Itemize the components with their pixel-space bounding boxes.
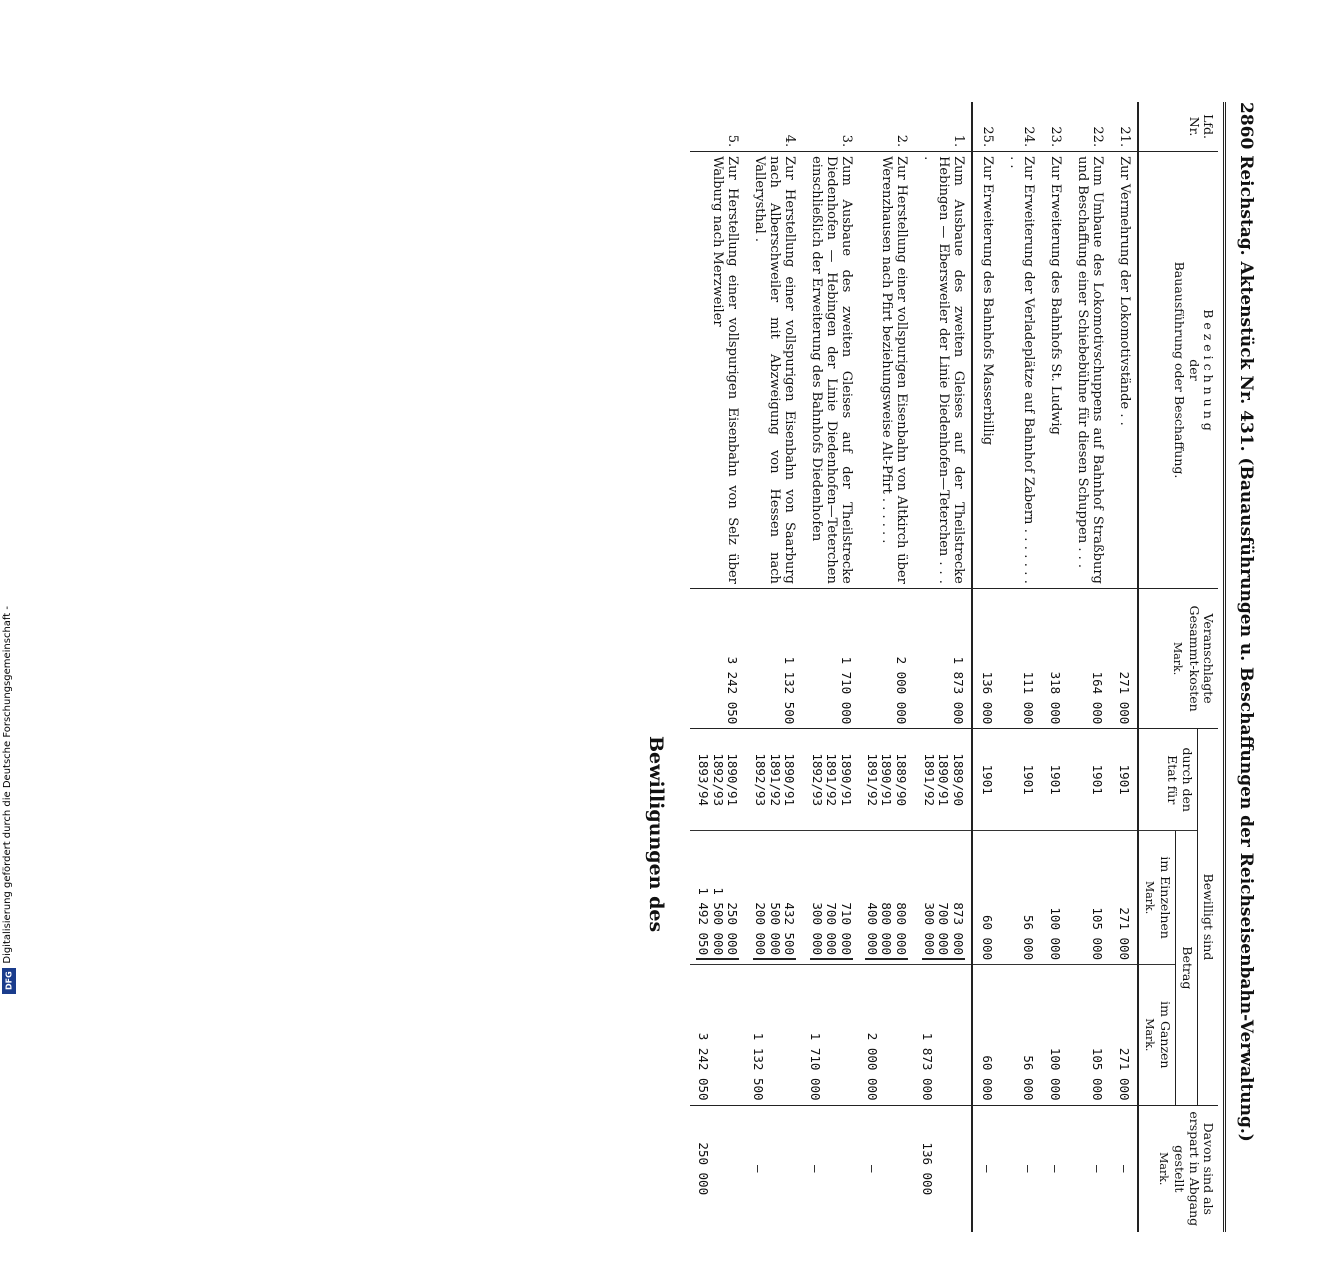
row-description: Zum Ausbaue des zweiten Gleises auf der Theilstrecke Hebingen — Ebersweiler der Linie Diedenhofen—Teterchen . . . . xyxy=(914,152,972,589)
einzelnen-bracket xyxy=(753,902,796,960)
row-etat-years xyxy=(1041,729,1068,831)
table-row xyxy=(1110,102,1138,1232)
row-nr: 3. xyxy=(802,102,859,152)
row-description: Zum Ausbaue des zweiten Gleises auf der Theilstrecke Diedenhofen — Hebingen der Linie Diedenhofen—Teterchen einschließlich der Erweiterung des Bahnhofs Diedenhofen xyxy=(802,152,859,589)
row-ganzen-total: 56 000 xyxy=(1000,965,1042,1105)
row-einzelnen-amounts xyxy=(1000,831,1042,965)
row-erspart: — xyxy=(1090,1165,1106,1173)
row-cost: 164 000 xyxy=(1068,588,1110,728)
header-nr: Lfd. Nr. xyxy=(1138,102,1218,152)
etat-year: 1901 xyxy=(1117,764,1133,795)
header-einzelnen: im Einzelnen Mark. xyxy=(1138,831,1176,965)
row-description: Zur Erweiterung des Bahnhofs Masserbillig xyxy=(972,152,1000,589)
row-description: Zur Erweiterung des Bahnhofs St. Ludwig xyxy=(1041,152,1068,589)
row-etat-years xyxy=(802,729,859,831)
row-cost: 3 242 050 xyxy=(690,588,745,728)
einzelnen-bracket xyxy=(1021,835,1035,960)
einzelnen-amount: 271 000 xyxy=(1117,907,1133,961)
etat-year: 1892/93 xyxy=(753,753,769,807)
row-ganzen-total: 1 873 000 xyxy=(914,965,972,1105)
table-row xyxy=(745,102,802,1232)
section-continuation-heading: Bewilligungen des xyxy=(645,736,667,933)
row-nr: 2. xyxy=(859,102,914,152)
row-einzelnen-amounts xyxy=(802,831,859,965)
row-etat-years xyxy=(859,729,914,831)
table-row xyxy=(1000,102,1042,1232)
appropriations-table xyxy=(690,102,1218,1232)
einzelnen-amount: 56 000 xyxy=(1021,914,1037,961)
einzelnen-amount: 300 000 xyxy=(921,902,937,956)
row-nr: 4. xyxy=(745,102,802,152)
row-erspart: — xyxy=(751,1165,767,1173)
row-description: Zur Vermehrung der Lokomotivstände . . xyxy=(1110,152,1138,589)
etat-year: 1890/91 xyxy=(879,753,895,807)
row-erspart: — xyxy=(1021,1165,1037,1173)
einzelnen-bracket xyxy=(810,902,853,960)
etat-year: 1893/94 xyxy=(696,753,712,807)
row-einzelnen-amounts xyxy=(1041,831,1068,965)
header-betrag: Betrag xyxy=(1176,831,1197,1105)
row-nr: 21. xyxy=(1110,102,1138,152)
row-einzelnen-amounts xyxy=(972,831,1000,965)
etat-year: 1890/91 xyxy=(725,753,741,807)
row-etat-years xyxy=(1000,729,1042,831)
row-ganzen-total: 2 000 000 xyxy=(859,965,914,1105)
row-cost: 2 000 000 xyxy=(859,588,914,728)
row-ganzen-total: 60 000 xyxy=(972,965,1000,1105)
etat-year: 1901 xyxy=(1021,764,1037,795)
header-cost: Veranschlagte Gesammt-kosten Mark. xyxy=(1138,588,1218,728)
row-einzelnen-amounts xyxy=(914,831,972,965)
einzelnen-amount: 60 000 xyxy=(979,914,995,961)
row-etat-years xyxy=(972,729,1000,831)
table-row xyxy=(690,102,745,1232)
row-cost: 136 000 xyxy=(972,588,1000,728)
row-etat-years xyxy=(914,729,972,831)
table-row xyxy=(1041,102,1068,1232)
row-cost: 111 000 xyxy=(1000,588,1042,728)
etat-year: 1890/91 xyxy=(781,753,797,807)
header-desc: B e z e i c h n u n g der Bauausführung oder Beschaffung. xyxy=(1138,152,1218,589)
row-cost: 1 710 000 xyxy=(802,588,859,728)
einzelnen-amount: 200 000 xyxy=(753,902,769,956)
row-description: Zur Erweiterung der Verladeplätze auf Bahnhof Zabern . . . . . . . . . xyxy=(1000,152,1042,589)
row-cost: 318 000 xyxy=(1041,588,1068,728)
einzelnen-bracket xyxy=(865,902,908,960)
table-row xyxy=(802,102,859,1232)
einzelnen-amount: 400 000 xyxy=(865,902,881,956)
einzelnen-amount: 800 000 xyxy=(893,902,909,956)
header-bewilligt: Bewilligt sind xyxy=(1197,729,1218,1105)
etat-year: 1892/93 xyxy=(710,753,726,807)
table-body-part-b xyxy=(690,102,972,1232)
header-ganzen: im Ganzen Mark. xyxy=(1138,965,1176,1105)
row-cost: 1 132 500 xyxy=(745,588,802,728)
einzelnen-amount: 710 000 xyxy=(838,902,854,956)
row-erspart: — xyxy=(979,1165,995,1173)
page-header: 2860 Reichstag. Aktenstück Nr. 431. (Bauausführungen u. Beschaffungen der Reichseisenbahn-Verwaltung.) xyxy=(1236,102,1256,1142)
etat-year: 1891/92 xyxy=(865,753,881,807)
table-row xyxy=(1068,102,1110,1232)
row-etat-years xyxy=(745,729,802,831)
einzelnen-amount: 700 000 xyxy=(824,902,840,956)
row-nr: 24. xyxy=(1000,102,1042,152)
einzelnen-amount: 300 000 xyxy=(809,902,825,956)
row-ganzen-total: 100 000 xyxy=(1041,965,1068,1105)
einzelnen-bracket xyxy=(696,887,739,960)
row-nr: 25. xyxy=(972,102,1000,152)
row-einzelnen-amounts xyxy=(690,831,745,965)
einzelnen-amount: 432 500 xyxy=(781,902,797,956)
einzelnen-bracket xyxy=(1090,835,1104,960)
row-erspart: — xyxy=(1117,1165,1133,1173)
row-description: Zum Umbaue des Lokomotivschuppens auf Bahnhof Straßburg und Beschaffung einer Schiebebühne für diesen Schuppen . . . xyxy=(1068,152,1110,589)
einzelnen-amount: 1 500 000 xyxy=(710,887,726,956)
table-row xyxy=(972,102,1000,1232)
einzelnen-bracket xyxy=(1048,835,1062,960)
einzelnen-amount: 250 000 xyxy=(725,902,741,956)
einzelnen-amount: 800 000 xyxy=(879,902,895,956)
einzelnen-amount: 100 000 xyxy=(1048,907,1064,961)
einzelnen-bracket xyxy=(979,835,993,960)
row-nr: 22. xyxy=(1068,102,1110,152)
etat-year: 1891/92 xyxy=(824,753,840,807)
dfg-logo: DFG xyxy=(2,968,16,994)
row-description: Zur Herstellung einer vollspurigen Eisenbahn von Selz über Walburg nach Merzweiler xyxy=(690,152,745,589)
row-einzelnen-amounts xyxy=(859,831,914,965)
row-etat-years xyxy=(1068,729,1110,831)
table-row xyxy=(859,102,914,1232)
etat-year: 1892/93 xyxy=(809,753,825,807)
row-description: Zur Herstellung einer vollspurigen Eisenbahn von Saarburg nach Alberschweiler mit Abzweigung von Hessen nach Vallerysthal . xyxy=(745,152,802,589)
credit-text: Digitalisierung gefördert durch die Deutsche Forschungsgemeinschaft - xyxy=(2,606,13,964)
row-etat-years xyxy=(1110,729,1138,831)
header-rule xyxy=(1223,102,1226,1232)
row-erspart: — xyxy=(1048,1165,1064,1173)
row-ganzen-total: 1 132 500 xyxy=(745,965,802,1105)
table-row xyxy=(914,102,972,1232)
row-erspart: — xyxy=(865,1165,881,1173)
etat-year: 1890/91 xyxy=(936,753,952,807)
etat-year: 1901 xyxy=(1048,764,1064,795)
row-ganzen-total: 3 242 050 xyxy=(690,965,745,1105)
row-ganzen-total: 1 710 000 xyxy=(802,965,859,1105)
etat-year: 1889/90 xyxy=(950,753,966,807)
etat-year: 1901 xyxy=(979,764,995,795)
row-erspart: 136 000 xyxy=(914,1105,972,1232)
row-cost: 1 873 000 xyxy=(914,588,972,728)
rotated-page xyxy=(362,96,1262,1276)
etat-year: 1891/92 xyxy=(767,753,783,807)
etat-year: 1889/90 xyxy=(893,753,909,807)
row-einzelnen-amounts xyxy=(745,831,802,965)
row-einzelnen-amounts xyxy=(1110,831,1138,965)
einzelnen-bracket xyxy=(1117,835,1131,960)
row-cost: 271 000 xyxy=(1110,588,1138,728)
einzelnen-amount: 1 492 050 xyxy=(696,887,712,956)
etat-year: 1891/92 xyxy=(921,753,937,807)
table-body-part-a xyxy=(972,102,1139,1232)
row-ganzen-total: 271 000 xyxy=(1110,965,1138,1105)
row-erspart: 250 000 xyxy=(696,1142,712,1196)
einzelnen-bracket xyxy=(922,902,965,960)
etat-year: 1890/91 xyxy=(838,753,854,807)
header-erspart: Davon sind als erspart in Abgang gestellt Mark. xyxy=(1138,1105,1218,1232)
row-erspart: — xyxy=(808,1165,824,1173)
einzelnen-amount: 500 000 xyxy=(767,902,783,956)
row-nr: 1. xyxy=(914,102,972,152)
header-etat: durch den Etat für xyxy=(1138,729,1197,831)
einzelnen-amount: 873 000 xyxy=(950,902,966,956)
row-einzelnen-amounts xyxy=(1068,831,1110,965)
etat-year: 1901 xyxy=(1090,764,1106,795)
row-ganzen-total: 105 000 xyxy=(1068,965,1110,1105)
document-page xyxy=(362,96,1262,1276)
row-description: Zur Herstellung einer vollspurigen Eisenbahn von Altkirch über Werenzhausen nach Pfirt beziehungsweise Alt-Pfirt . . . . . . xyxy=(859,152,914,589)
row-nr: 5. xyxy=(690,102,745,152)
row-etat-years xyxy=(690,729,745,831)
row-nr: 23. xyxy=(1041,102,1068,152)
digitization-credit xyxy=(0,0,20,1000)
einzelnen-amount: 700 000 xyxy=(936,902,952,956)
einzelnen-amount: 105 000 xyxy=(1090,907,1106,961)
